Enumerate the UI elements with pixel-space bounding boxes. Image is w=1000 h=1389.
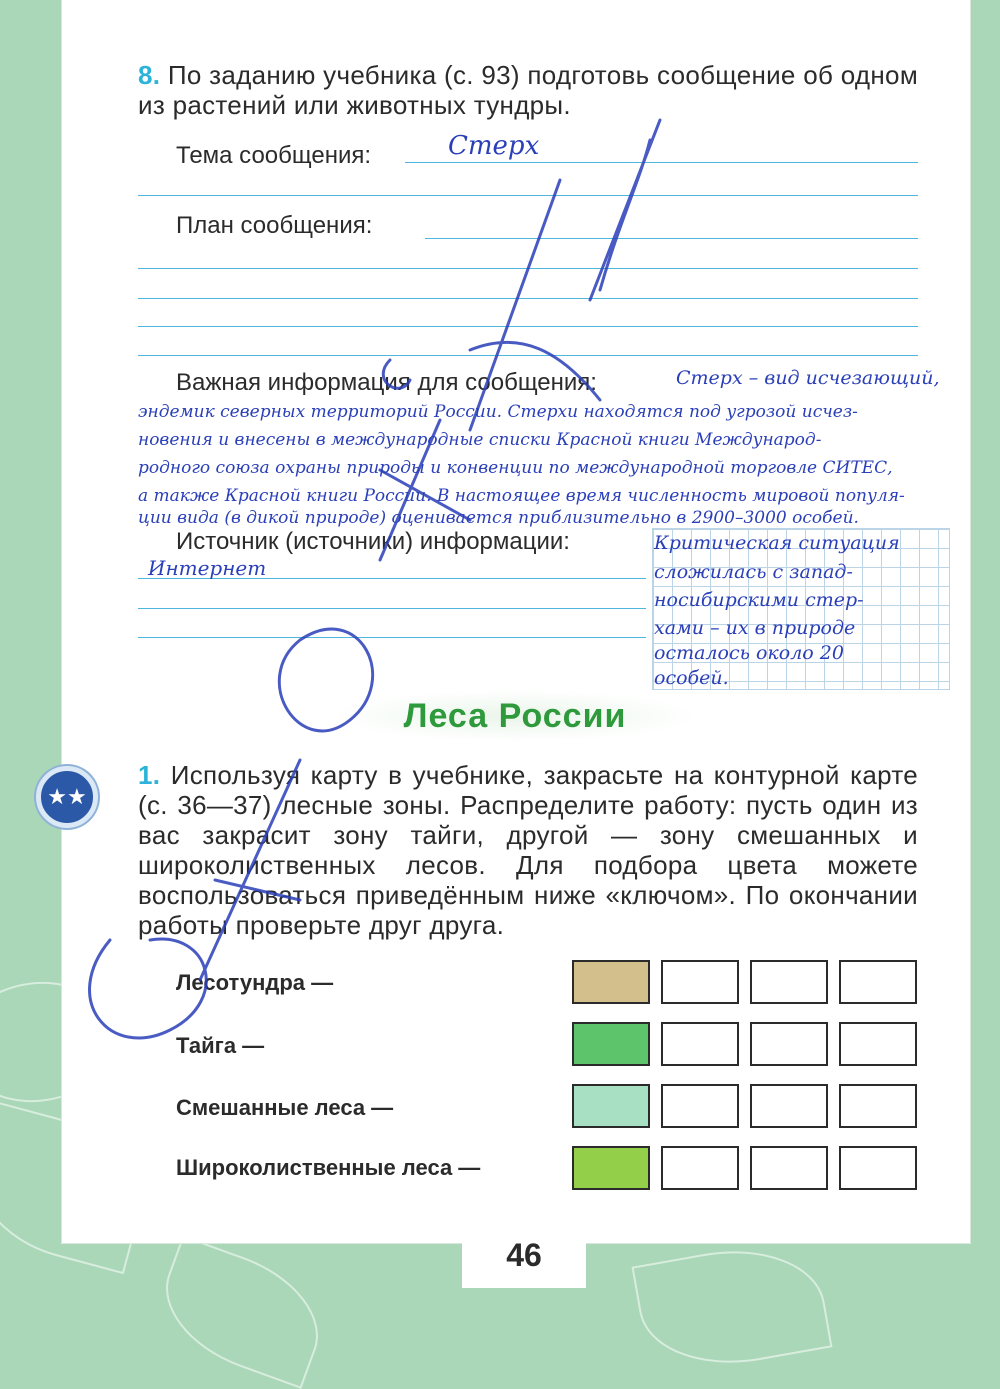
side-note-line: носибирскими стер- [654,589,864,611]
ruled-line [138,355,918,356]
ruled-line [138,608,646,609]
topic-label: Тема сообщения: [176,142,375,170]
ruled-line [138,298,918,299]
background-leaf-decoration [147,1235,337,1389]
side-note-line: сложилась с запад- [654,561,853,583]
color-swatch-taiga [572,1022,650,1066]
page-number: 46 [462,1222,586,1288]
task8-number: 8. [138,60,161,90]
side-note-line: осталось около 20 [654,642,844,664]
empty-color-box[interactable] [661,1022,739,1066]
empty-color-box[interactable] [661,1084,739,1128]
side-note-line: хами – их в природе [654,617,856,639]
empty-color-box[interactable] [839,1084,917,1128]
color-swatch-broadleaf-forest [572,1146,650,1190]
important-info-label: Важная информация для сообщения: [176,369,601,397]
empty-color-box[interactable] [661,960,739,1004]
task1-instruction: Используя карту в учебнике, закрасьте на контурной карте (с. 36—37) лесные зоны. Распределите работу: пусть один из вас закрасит зону тайги, другой — зону смешанных и широколиственных лесов. Для подбора цвета можете воспользоваться приведённым ниже «ключом». По окончании работы проверьте друг друга. [138,760,919,940]
color-swatch-mixed-forest [572,1084,650,1128]
source-answer: Интернет [148,556,267,580]
plan-label: План сообщения: [176,212,376,240]
topic-answer: Стерх [448,131,540,161]
legend-label-mixed-forest: Смешанные леса — [176,1095,394,1120]
side-note-line: особей. [654,667,729,689]
important-info-line: Стерх – вид исчезающий, [676,367,940,389]
color-swatch-forest-tundra [572,960,650,1004]
ruled-line [405,162,918,163]
important-info-line: ции вида (в дикой природе) оценивается приблизительно в 2900–3000 особей. [138,508,859,528]
task8-text [138,60,918,120]
legend-label-taiga: Тайга — [176,1033,265,1058]
ruled-line [138,326,918,327]
important-info-line: новения и внесены в международные списки Красной книги Международ- [138,430,822,450]
empty-color-box[interactable] [839,960,917,1004]
two-stars-icon: ★★ [36,766,98,828]
ruled-line [138,268,918,269]
legend-label-broadleaf-forest: Широколиственные леса — [176,1155,481,1180]
empty-color-box[interactable] [839,1022,917,1066]
empty-color-box[interactable] [750,1084,828,1128]
source-label: Источник (источники) информации: [176,528,574,556]
important-info-line: а также Красной книги России. В настоящее время численность мировой популя- [138,486,905,506]
section-title: Леса России [330,690,700,742]
side-note-line: Критическая ситуация [654,532,900,554]
ruled-line [138,195,918,196]
task1-text [138,760,918,940]
ruled-line [425,238,918,239]
important-info-line: эндемик северных территорий России. Стерхи находятся под угрозой исчез- [138,402,858,422]
empty-color-box[interactable] [661,1146,739,1190]
ruled-line [138,637,646,638]
task8-instruction: По заданию учебника (с. 93) подготовь сообщение об одном из растений или животных тундры. [138,60,918,120]
empty-color-box[interactable] [750,1022,828,1066]
empty-color-box[interactable] [750,1146,828,1190]
important-info-line: родного союза охраны природы и конвенции по международной торговле СИТЕС, [138,458,893,478]
empty-color-box[interactable] [839,1146,917,1190]
empty-color-box[interactable] [750,960,828,1004]
task1-number: 1. [138,760,161,790]
legend-label-forest-tundra: Лесотундра — [176,970,334,995]
background-leaf-decoration [631,1235,832,1379]
